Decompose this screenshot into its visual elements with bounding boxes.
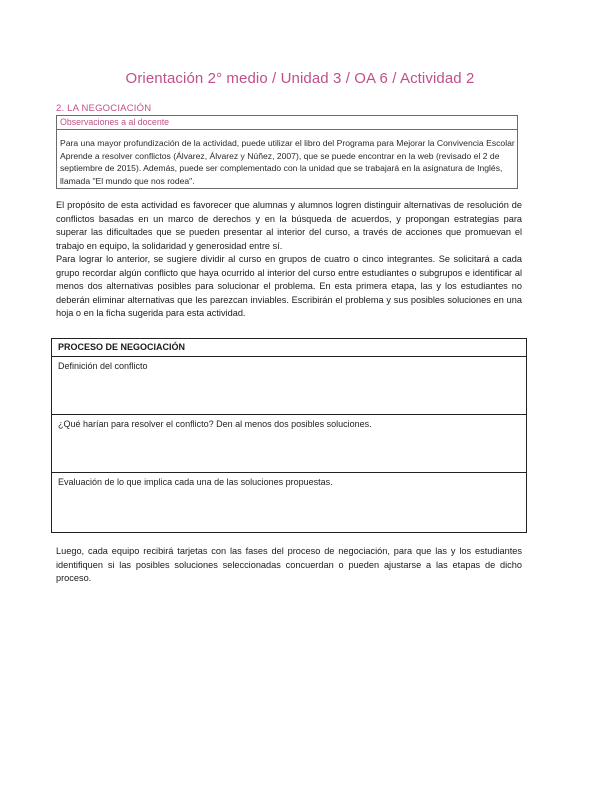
page-title: Orientación 2° medio / Unidad 3 / OA 6 / Actividad 2 [125,70,475,87]
followup-paragraph: Luego, cada equipo recibirá tarjetas con las fases del proceso de negociación, para que las y los estudiantes identifiquen si las posibles soluciones seleccionadas concuerdan o pueden ajustarse a las etapas de dicho proceso. [56,546,522,584]
activity-instructions-paragraph: Para lograr lo anterior, se sugiere dividir al curso en grupos de cuatro o cinco integrantes. Se solicitará a cada grupo recordar algún conflicto que haya ocurrido al interior del curso entre estudiantes o subgrupos e identificar al menos dos alternativas posibles para solucionar el problema. En esta primera etapa, las y los estudiantes no deberán eliminar alternativas que les parezcan inviables. Escribirán el problema y sus posibles soluciones en una hoja o en la ficha sugerida para esta actividad. [56,254,522,319]
table-row-conflict-definition: Definición del conflicto [52,357,526,415]
negotiation-process-table [51,338,527,533]
observations-label: Observaciones a al docente [57,116,517,130]
table-row-evaluation: Evaluación de lo que implica cada una de las soluciones propuestas. [58,477,333,487]
table-row-solutions: ¿Qué harían para resolver el conflicto? Den al menos dos posibles soluciones. [52,415,526,473]
section-title: 2. LA NEGOCIACIÓN [56,103,152,114]
teacher-observations-box [56,115,518,189]
negotiation-table-header: PROCESO DE NEGOCIACIÓN [52,339,526,357]
activity-purpose-paragraph: El propósito de esta actividad es favorecer que alumnas y alumnos logren distinguir alternativas de resolución de conflictos basadas en un marco de derechos y en la búsqueda de acuerdos, y propongan estrategias para superar las dificultades que se pueden presentar al interior del curso, a través de acciones que promuevan el trabajo en equipo, la solidaridad y generosidad entre sí. [56,200,522,251]
observations-text: Para una mayor profundización de la actividad, puede utilizar el libro del Programa para Mejorar la Convivencia Escolar Aprende a resolver conflictos (Álvarez, Álvarez y Núñez, 2007), que se puede encontrar en la web (revisado el 2 de septiembre de 2015). Además, puede ser complementado con la unidad que se trabajará en la asignatura de Inglés, llamada "El mundo que nos rodea". [60,138,515,186]
